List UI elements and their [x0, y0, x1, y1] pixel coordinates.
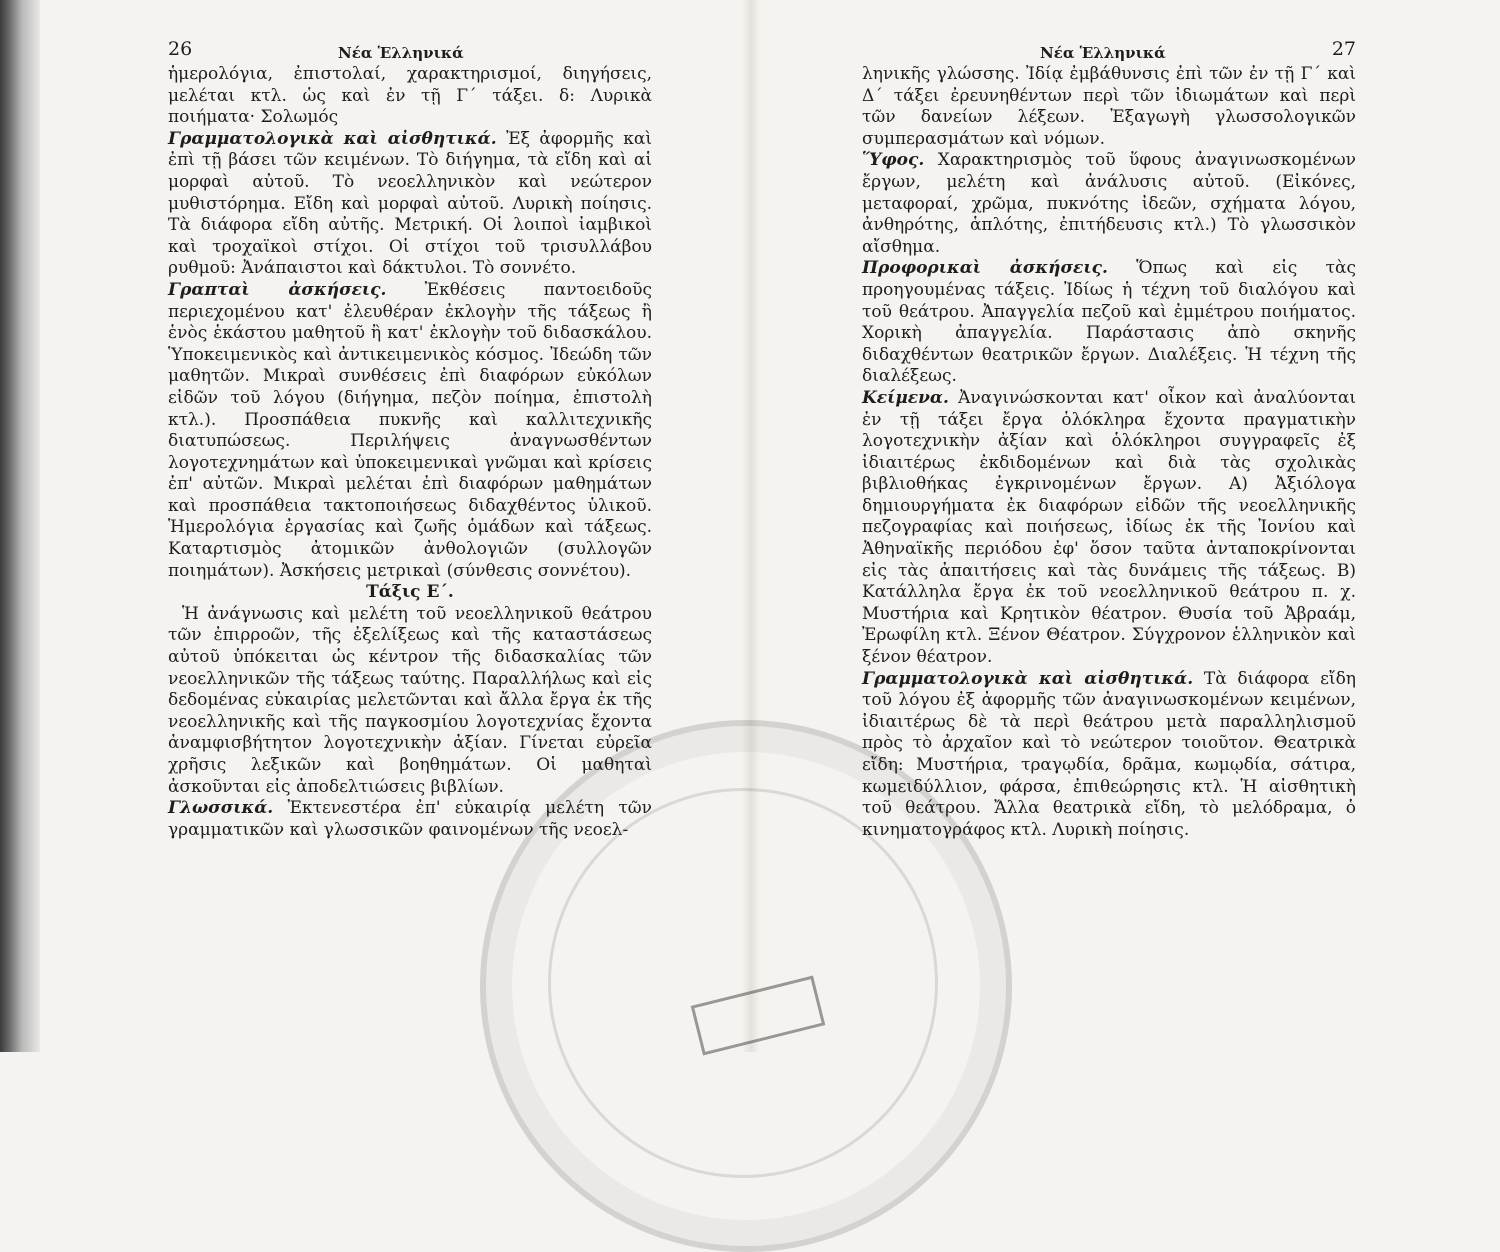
paragraph-heading: Ὕφος.	[862, 150, 925, 171]
right-page	[862, 30, 1356, 841]
paragraph	[168, 280, 652, 582]
right-running-head: Νέα Ἑλληνικά	[1040, 44, 1166, 62]
paragraph-text: ληνικῆς γλώσσης. Ἰδίᾳ ἐμβάθυνσις ἐπὶ τῶν ἐν τῇ Γ΄ καὶ Δ΄ τάξει ἐρευνηθέντων περὶ τῶν ἰδιωμάτων καὶ περὶ τῶν δανείων λέξεων. Ἐξαγωγὴ γλωσσολογικῶν συμπερασμάτων καὶ νόμων.	[862, 64, 1356, 149]
right-page-number: 27	[1331, 38, 1356, 60]
paragraph-heading: Γλωσσικά.	[168, 798, 274, 819]
left-running-head: Νέα Ἑλληνικά	[338, 44, 464, 62]
right-page-header	[862, 30, 1356, 64]
left-page-number: 26	[168, 38, 193, 60]
paragraph-heading: Γραμματολογικὰ καὶ αἰσθητικά.	[168, 128, 497, 149]
paragraph-text: Ἡ ἀνάγνωσις καὶ μελέτη τοῦ νεοελληνικοῦ θεάτρου τῶν ἐπιρροῶν, τῆς ἐξελίξεως καὶ τῆς καταστάσεως αὐτοῦ ὑπόκειται ὡς κέντρον τῆς διδασκαλίας τῶν νεοελληνικῶν τῆς τάξεως ταύτης. Παραλλήλως καὶ εἰς δεδομένας εὐκαιρίας μελετῶνται καὶ ἄλλα ἔργα ἐκ τῆς νεοελληνικῆς καὶ τῆς παγκοσμίου λογοτεχνίας ἔχοντα ἀναμφισβήτητον λογοτεχνικὴν ἀξίαν. Γίνεται εὐρεῖα χρῆσις λεξικῶν καὶ βοηθημάτων. Οἱ μαθηταὶ ἀσκοῦνται εἰς ἀποδελτιώσεις βιβλίων.	[168, 603, 652, 797]
paragraph-text: Ἐκθέσεις παντοειδοῦς περιεχομένου κατ' ἐλευθέραν ἐκλογὴν τῆς τάξεως ἢ ἑνὸς ἑκάστου μαθητοῦ ἢ κατ' ἐκλογὴν τοῦ διδασκάλου. Ὑποκειμενικὸς καὶ ἀντικειμενικὸς κόσμος. Ἰδεώδη τῶν μαθητῶν. Μικραὶ συνθέσεις ἐπὶ διαφόρων εὐκόλων εἰδῶν τοῦ λόγου (διήγημα, πεζὸν ποίημα, ἐπιστολὴ κτλ.). Προσπάθεια πυκνῆς καὶ καλλιτεχνικῆς διατυπώσεως. Περιλήψεις ἀναγνωσθέντων λογοτεχνημάτων καὶ ὑποκειμενικαὶ γνῶμαι καὶ κρίσεις ἐπ' αὐτῶν. Μικραὶ μελέται ἐπὶ διαφόρων μαθημάτων καὶ προσπάθεια τακτοποιήσεως διδαχθέντος ὑλικοῦ. Ἡμερολόγια ἐργασίας καὶ ζωῆς ὁμάδων καὶ τάξεως. Καταρτισμὸς ἀτομικῶν ἀνθολογιῶν (συλλογῶν ποιημάτων). Ἀσκήσεις μετρικαὶ (σύνθεσις σοννέτου).	[168, 279, 652, 581]
paragraph	[862, 669, 1356, 842]
section-title: Τάξις Ε΄.	[366, 582, 454, 603]
paragraph-text: Τὰ διάφορα εἴδη τοῦ λόγου ἐξ ἀφορμῆς τῶν ἀναγινωσκομένων κειμένων, ἰδιαιτέρως δὲ τὰ περὶ θεάτρου μετὰ παραλληλισμοῦ πρὸς τὸ ἀρχαῖον καὶ τὸ νεώτερον τοιοῦτον. Θεατρικὰ εἴδη: Μυστήρια, τραγῳδία, δρᾶμα, κωμῳδία, σάτιρα, κωμειδύλλιον, φάρσα, ἐπιθεώρησις κτλ. Ἡ αἰσθητικὴ τοῦ θεάτρου. Ἄλλα θεατρικὰ εἴδη, τὸ μελόδραμα, ὁ κινηματογράφος κτλ. Λυρικὴ ποίησις.	[862, 668, 1356, 840]
paragraph-heading: Γραπταὶ ἀσκήσεις.	[168, 279, 387, 300]
paragraph	[862, 258, 1356, 388]
paragraph	[168, 798, 652, 841]
left-page	[168, 30, 652, 841]
paragraph-heading: Γραμματολογικὰ καὶ αἰσθητικά.	[862, 668, 1194, 689]
paragraph-text: Ἐξ ἀφορμῆς καὶ ἐπὶ τῇ βάσει τῶν κειμένων. Τὸ διήγημα, τὰ εἴδη καὶ αἱ μορφαὶ αὐτοῦ. Τὸ νεοελληνικὸν καὶ νεώτερον μυθιστόρημα. Εἴδη καὶ μορφαὶ αὐτοῦ. Λυρικὴ ποίησις. Τὰ διάφορα εἴδη αὐτῆς. Μετρική. Οἱ λοιποὶ ἰαμβικοὶ καὶ τροχαϊκοὶ στίχοι. Οἱ στίχοι τοῦ τρισυλλάβου ρυθμοῦ: Ἀνάπαιστοι καὶ δάκτυλοι. Τὸ σοννέτο.	[168, 128, 652, 279]
left-page-body	[168, 64, 652, 841]
paragraph-text: Ἀναγινώσκονται κατ' οἶκον καὶ ἀναλύονται ἐν τῇ τάξει ἔργα ὁλόκληρα ἔχοντα πραγματικὴν λογοτεχνικὴν ἀξίαν καὶ ὁλόκληροι συγγραφεῖς ἐξ ἰδιαιτέρως ἐκδιδομένων καὶ διὰ τὰς σχολικὰς βιβλιοθήκας ἐγκρινομένων ἔργων. Α) Ἀξιόλογα δημιουργήματα ἐκ διαφόρων εἰδῶν τῆς νεοελληνικῆς πεζογραφίας καὶ ποιήσεως, ἰδίως ἐκ τῆς Ἰονίου καὶ Ἀθηναϊκῆς περιόδου ἐφ' ὅσον ταῦτα ἀνταποκρίνονται εἰς τὰς ἀπαιτήσεις καὶ τὰς δυνάμεις τῆς τάξεως. Β) Κατάλληλα ἔργα ἐκ τοῦ νεοελληνικοῦ θεάτρου π. χ. Μυστήρια καὶ Κρητικὸν θέατρον. Θυσία τοῦ Ἀβραάμ, Ἐρωφίλη κτλ. Ξένον Θέατρον. Σύγχρονον ἑλληνικὸν καὶ ξένον θέατρον.	[862, 387, 1356, 668]
paragraph-text: ἡμερολόγια, ἐπιστολαί, χαρακτηρισμοί, διηγήσεις, μελέται κτλ. ὡς καὶ ἐν τῇ Γ΄ τάξει. δ: Λυρικὰ ποιήματα· Σολωμός	[168, 64, 652, 128]
paragraph	[168, 64, 652, 129]
paragraph	[168, 604, 652, 798]
left-page-header	[168, 30, 652, 64]
paragraph	[168, 129, 652, 280]
paragraph-heading: Κείμενα.	[862, 387, 949, 408]
paragraph-text: Χαρακτηρισμὸς τοῦ ὕφους ἀναγινωσκομένων ἔργων, μελέτη καὶ ἀνάλυσις αὐτοῦ. (Εἰκόνες, μεταφοραί, χρῶμα, πυκνότης ἰδεῶν, σχήματα λόγου, ἀνθηρότης, ἁπλότης, ἐπιτήδευσις κτλ.) Τὸ γλωσσικὸν αἴσθημα.	[862, 150, 1356, 257]
paragraph	[862, 388, 1356, 669]
library-seal-inner-ring	[548, 788, 938, 1178]
paragraph-text: Ἐκτενεστέρα ἐπ' εὐκαιρίᾳ μελέτη τῶν γραμματικῶν καὶ γλωσσικῶν φαινομένων τῆς νεοελ-	[168, 798, 652, 840]
paragraph	[862, 150, 1356, 258]
paragraph-heading: Προφορικαὶ ἀσκήσεις.	[862, 258, 1108, 279]
right-page-body	[862, 64, 1356, 841]
paragraph	[862, 64, 1356, 150]
scan-shadow-edge	[0, 0, 40, 1052]
paragraph-text: Ὅπως καὶ εἰς τὰς προηγουμένας τάξεις. Ἰδίως ἡ τέχνη τοῦ διαλόγου καὶ τοῦ θεάτρου. Ἀπαγγελία πεζοῦ καὶ ἐμμέτρου ποιήματος. Χορικὴ ἀπαγγελία. Παράστασις ἀπὸ σκηνῆς διδαχθέντων θεατρικῶν ἔργων. Διαλέξεις. Ἡ τέχνη τῆς διαλέξεως.	[862, 258, 1356, 387]
